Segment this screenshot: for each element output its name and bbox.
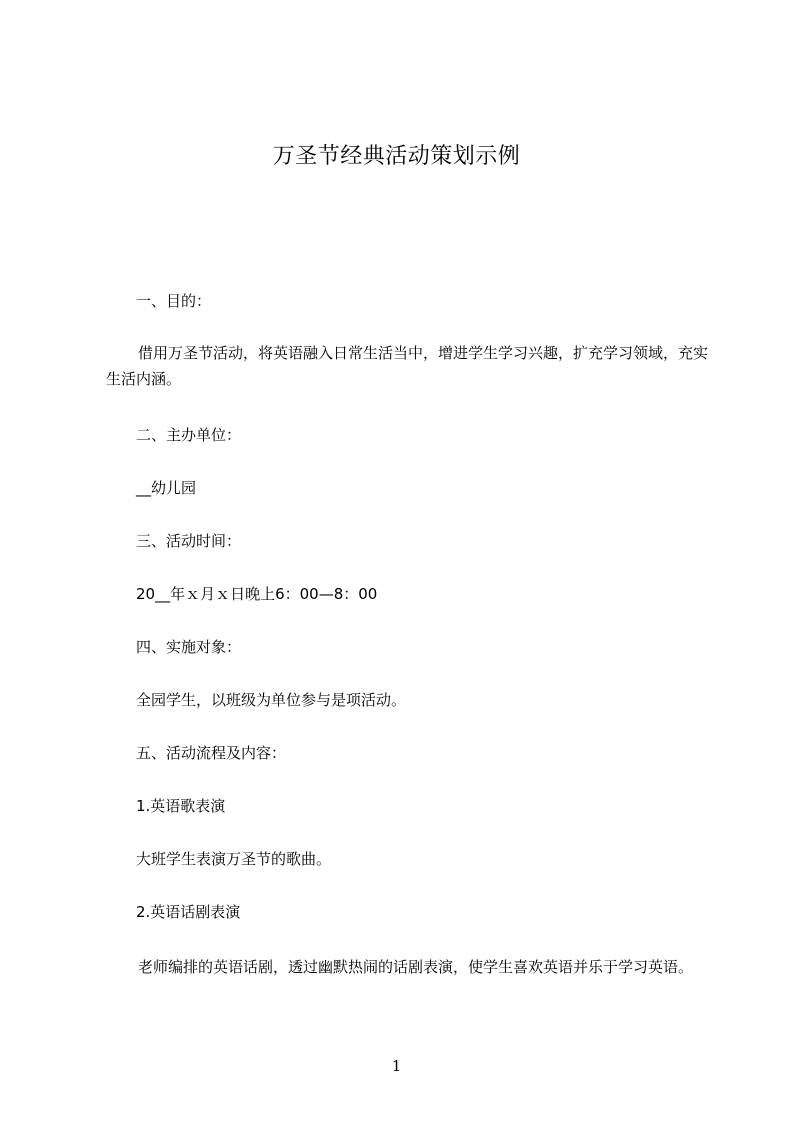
audience-text: 全园学生，以班级为单位参与是项活动。 bbox=[136, 691, 407, 709]
time-heading: 三、活动时间： bbox=[136, 532, 242, 550]
audience-heading: 四、实施对象： bbox=[136, 638, 242, 656]
item1-heading: 1.英语歌表演 bbox=[136, 797, 226, 815]
document-title: 万圣节经典活动策划示例 bbox=[272, 144, 521, 169]
page-number: 1 bbox=[391, 1057, 402, 1075]
purpose-heading: 一、目的： bbox=[136, 292, 212, 310]
organizer-text: __幼儿园 bbox=[136, 479, 197, 497]
purpose-text: 借用万圣节活动，将英语融入日常生活当中，增进学生学习兴趣，扩充学习领域，充实生活内涵。 bbox=[106, 344, 709, 388]
item2-text: 老师编排的英语话剧，透过幽默热闹的话剧表演，使学生喜欢英语并乐于学习英语。 bbox=[138, 958, 694, 976]
item2-heading: 2.英语话剧表演 bbox=[136, 903, 241, 921]
time-text: 20__年ｘ月ｘ日晚上6：00—8：00 bbox=[136, 585, 378, 603]
organizer-heading: 二、主办单位： bbox=[136, 426, 242, 444]
process-heading: 五、活动流程及内容： bbox=[136, 744, 287, 762]
item1-text: 大班学生表演万圣节的歌曲。 bbox=[136, 850, 332, 868]
